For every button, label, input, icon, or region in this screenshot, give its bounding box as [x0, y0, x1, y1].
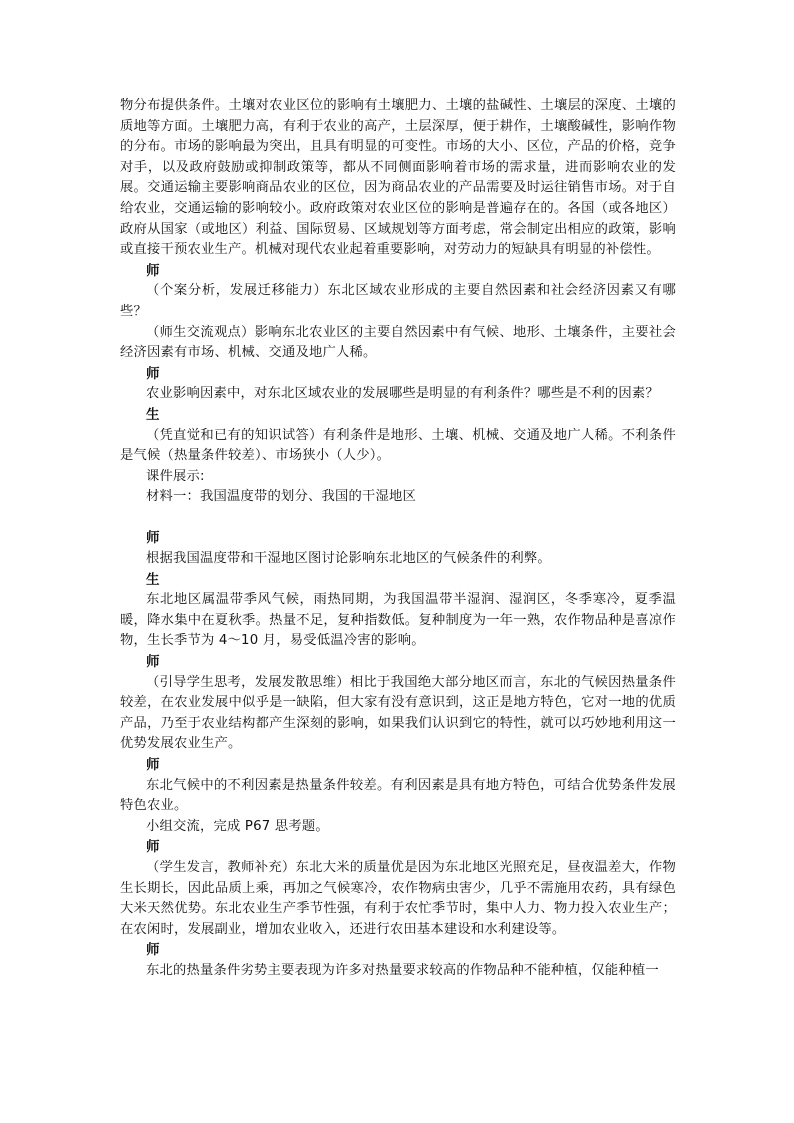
paragraph: （引导学生思考，发展发散思维）相比于我国绝大部分地区而言，东北的气候因热量条件较差，在农业发展中似乎是一缺陷，但大家有没有意识到，这正是地方特色，它对一地的优质产品，乃至于农业结构都产生深刻的影响，如果我们认识到它的特性，就可以巧妙地利用这一优势发展农业生产。	[120, 674, 676, 752]
paragraph: 农业影响因素中，对东北区域农业的发展哪些是明显的有利条件？哪些是不利的因素？	[146, 386, 659, 402]
paragraph: 小组交流，完成 P67 思考题。	[146, 818, 329, 834]
paragraph: 根据我国温度带和干湿地区图讨论影响东北地区的气候条件的利弊。	[146, 551, 551, 567]
document-body	[120, 96, 676, 982]
paragraph: （凭直觉和已有的知识试答）有利条件是地形、土壤、机械、交通及地广人稀。不利条件是气候（热量条件较差）、市场狭小（人少）。	[120, 427, 676, 464]
paragraph: 东北气候中的不利因素是热量条件较差。有利因素是具有地方特色，可结合优势条件发展特色农业。	[120, 777, 676, 814]
speaker-label: 师	[146, 757, 160, 773]
paragraph: （个案分析，发展迁移能力）东北区域农业形成的主要自然因素和社会经济因素又有哪些？	[120, 283, 676, 319]
speaker-label: 师	[146, 839, 160, 856]
paragraph: 材料一：我国温度带的划分、我国的干湿地区	[146, 489, 416, 505]
paragraph: （学生发言，教师补充）东北大米的质量优是因为东北地区光照充足，昼夜温差大，作物生长期长，因此品质上乘，再加之气候寒冷，农作物病虫害少，几乎不需施用农药，具有绿色大米天然优势。东北农业生产季节性强，有利于农忙季节时，集中人力、物力投入农业生产；在农闲时，发展副业，增加农业收入，还进行农田基本建设和水利建设等。	[120, 859, 676, 937]
speaker-label: 师	[146, 942, 160, 959]
paragraph: 课件展示:	[146, 468, 205, 484]
paragraph: 东北的热量条件劣势主要表现为许多对热量要求较高的作物品种不能种植，仅能种植一	[146, 962, 659, 978]
speaker-label: 师	[146, 654, 160, 671]
speaker-label: 师	[146, 262, 160, 279]
paragraph: 东北地区属温带季风气候，雨热同期，为我国温带半湿润、湿润区，冬季寒冷，夏季温暖，降水集中在夏秋季。热量不足，复种指数低。复种制度为一年一熟，农作物品种是喜凉作物，生长季节为 4～10 月，易受低温冷害的影响。	[120, 592, 676, 649]
speaker-label: 生	[146, 571, 160, 588]
paragraph: （师生交流观点）影响东北农业区的主要自然因素中有气候、地形、土壤条件，主要社会经济因素有市场、机械、交通及地广人稀。	[120, 324, 676, 361]
speaker-label: 师	[146, 530, 160, 547]
speaker-label: 师	[146, 365, 160, 382]
speaker-label: 生	[146, 406, 160, 423]
blank-line	[120, 508, 676, 529]
paragraph: 物分布提供条件。土壤对农业区位的影响有土壤肥力、土壤的盐碱性、土壤层的深度、土壤的质地等方面。土壤肥力高，有利于农业的高产，土层深厚，便于耕作，土壤酸碱性，影响作物的分布。市场的影响最为突出，且具有明显的可变性。市场的大小、区位，产品的价格，竞争对手，以及政府鼓励或抑制政策等，都从不同侧面影响着市场的需求量，进而影响农业的发展。交通运输主要影响商品农业的区位，因为商品农业的产品需要及时运往销售市场。对于自给农业，交通运输的影响较小。政府政策对农业区位的影响是普遍存在的。各国（或各地区）政府从国家（或地区）利益、国际贸易、区域规划等方面考虑，常会制定出相应的政策，影响或直接干预农业生产。机械对现代农业起着重要影响，对劳动力的短缺具有明显的补偿性。	[120, 98, 676, 258]
